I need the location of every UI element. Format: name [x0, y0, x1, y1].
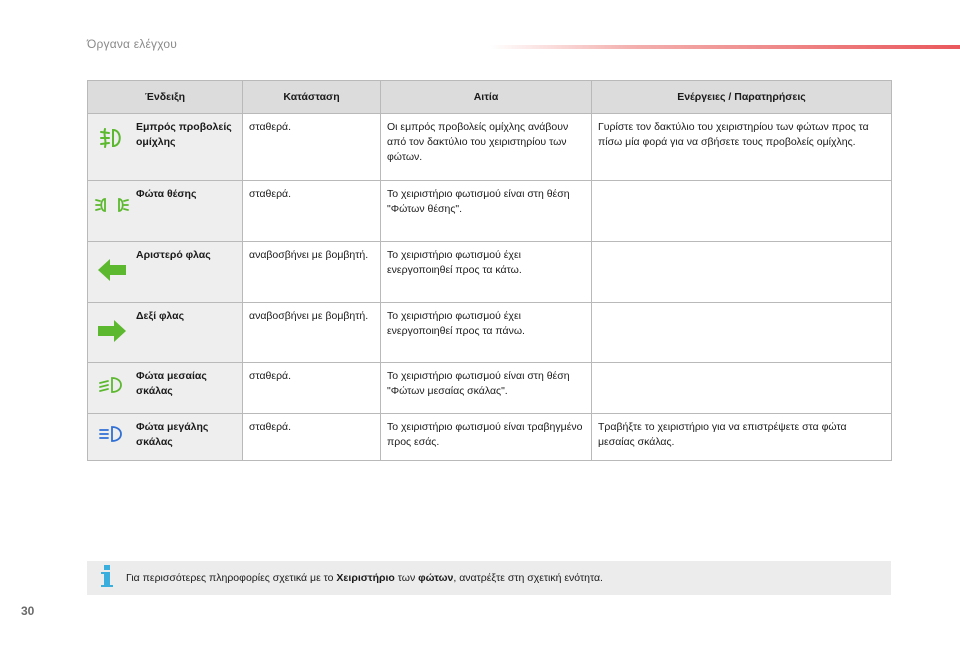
- table-header-row: [88, 81, 892, 114]
- table-row: [88, 242, 892, 303]
- header-accent-rule: [490, 45, 960, 49]
- left-turn-arrow-icon: [88, 242, 136, 298]
- column-header-indicator: Ένδειξη: [88, 81, 243, 114]
- front-fog-lamp-icon: [88, 114, 136, 162]
- action-cell: [592, 181, 892, 242]
- table-row: [88, 114, 892, 181]
- indicator-name: Φώτα μεσαίας σκάλας: [136, 370, 207, 397]
- section-title: Όργανα ελέγχου: [87, 37, 178, 51]
- column-header-action: Ενέργειες / Παρατηρήσεις: [592, 81, 892, 114]
- cause-cell: Το χειριστήριο φωτισμού είναι τραβηγμένο προς εσάς.: [381, 414, 592, 461]
- column-header-state: Κατάσταση: [243, 81, 381, 114]
- table-row: [88, 181, 892, 242]
- indicator-name: Εμπρός προβολείς ομίχλης: [136, 121, 232, 148]
- state-cell: αναβοσβήνει με βομβητή.: [243, 242, 381, 303]
- state-cell: σταθερά.: [243, 363, 381, 414]
- indicator-cell: [88, 181, 243, 242]
- indicator-cell: [88, 414, 243, 461]
- action-cell: [592, 303, 892, 363]
- cause-cell: Το χειριστήριο φωτισμού είναι στη θέση "Φώτων θέσης".: [381, 181, 592, 242]
- cause-cell: Το χειριστήριο φωτισμού έχει ενεργοποιηθεί προς τα πάνω.: [381, 303, 592, 363]
- state-cell: σταθερά.: [243, 414, 381, 461]
- indicator-name: Φώτα θέσης: [136, 188, 197, 200]
- page-number: 30: [21, 604, 35, 618]
- table-row: [88, 363, 892, 414]
- indicator-cell: [88, 363, 243, 414]
- state-cell: σταθερά.: [243, 181, 381, 242]
- main-beam-icon: [88, 414, 136, 454]
- info-icon: [87, 563, 126, 594]
- indicator-cell: [88, 303, 243, 363]
- cause-cell: Οι εμπρός προβολείς ομίχλης ανάβουν από τον δακτύλιο του χειριστηρίου των φώτων.: [381, 114, 592, 181]
- info-note-text: Για περισσότερες πληροφορίες σχετικά με το Χειριστήριο των φώτων, ανατρέξτε στη σχετική ενότητα.: [126, 572, 603, 584]
- indicator-name: Φώτα μεγάλης σκάλας: [136, 421, 209, 448]
- cause-cell: Το χειριστήριο φωτισμού έχει ενεργοποιηθεί προς τα κάτω.: [381, 242, 592, 303]
- warning-lights-table: [87, 80, 892, 461]
- side-lights-icon: [88, 181, 136, 229]
- action-cell: [592, 363, 892, 414]
- indicator-name: Αριστερό φλας: [136, 249, 211, 261]
- indicator-cell: [88, 114, 243, 181]
- state-cell: σταθερά.: [243, 114, 381, 181]
- table-row: [88, 414, 892, 461]
- column-header-cause: Αιτία: [381, 81, 592, 114]
- dipped-beam-icon: [88, 363, 136, 407]
- action-cell: Τραβήξτε το χειριστήριο για να επιστρέψετε στα φώτα μεσαίας σκάλας.: [592, 414, 892, 461]
- lights-link-text: φώτων: [418, 572, 454, 584]
- action-cell: [592, 242, 892, 303]
- action-cell: Γυρίστε τον δακτύλιο του χειριστηρίου των φώτων προς τα πίσω μία φορά για να σβήσετε τους προβολείς ομίχλης.: [592, 114, 892, 181]
- cause-cell: Το χειριστήριο φωτισμού είναι στη θέση "Φώτων μεσαίας σκάλας".: [381, 363, 592, 414]
- controls-link-text: Χειριστήριο: [336, 572, 395, 584]
- indicator-name: Δεξί φλας: [136, 310, 185, 322]
- state-cell: αναβοσβήνει με βομβητή.: [243, 303, 381, 363]
- right-turn-arrow-icon: [88, 303, 136, 359]
- indicator-cell: [88, 242, 243, 303]
- table-row: [88, 303, 892, 363]
- info-note: [87, 561, 891, 595]
